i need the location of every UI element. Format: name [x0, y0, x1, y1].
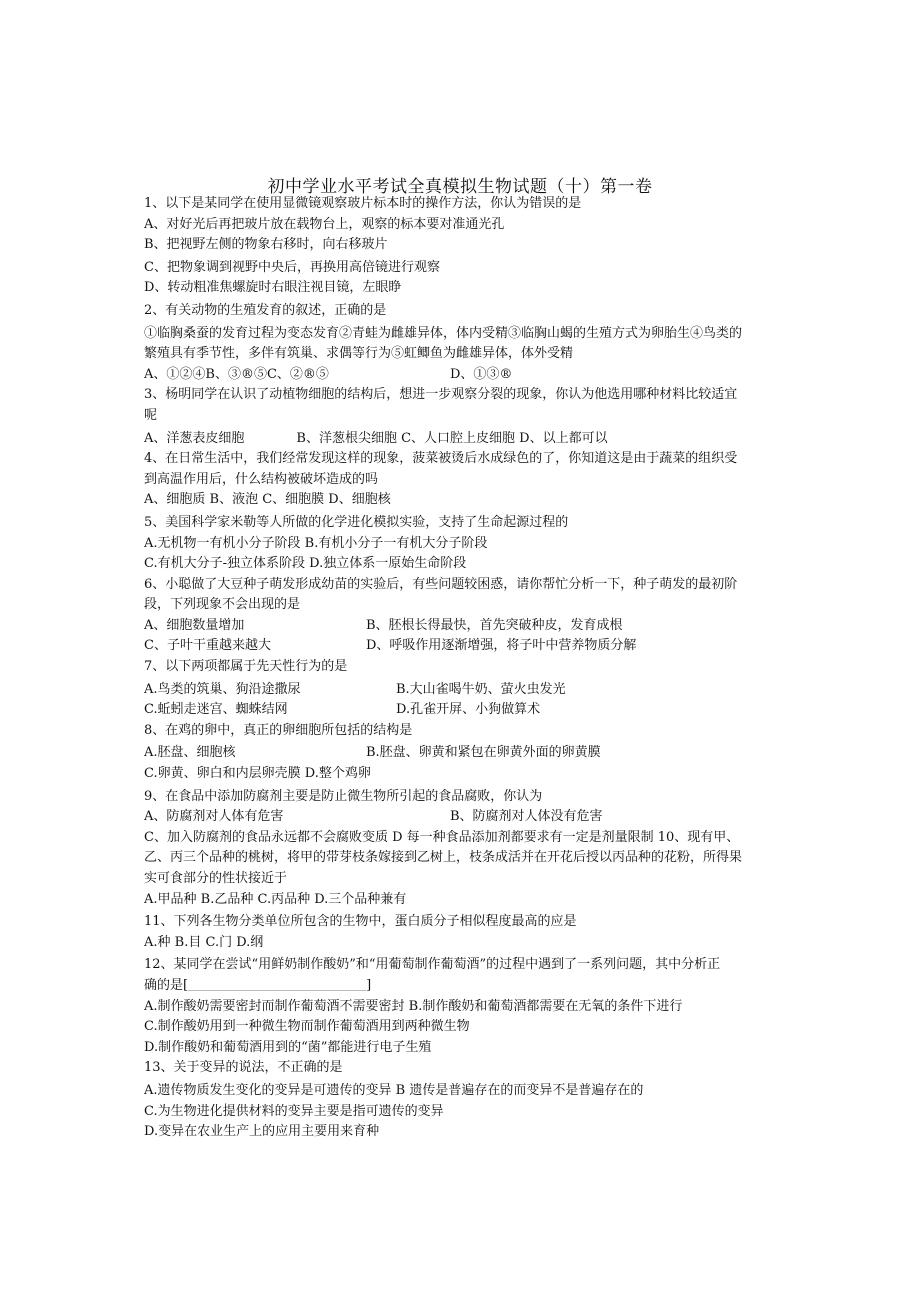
question-12-line-1: 12、某同学在尝试“用鲜奶制作酸奶”和“用葡萄制作葡萄酒”的过程中遇到了一系列问题，其中分析正: [144, 957, 721, 973]
question-12-line-2: [144, 976, 780, 997]
question-6-option-c: C、子叶干重越来越大: [144, 638, 271, 654]
question-2-options: [144, 365, 780, 386]
question-8-options-ab: [144, 743, 780, 764]
question-3-options: A、洋葱表皮细胞 B、洋葱根尖细胞 C、人口腔上皮细胞 D、以上都可以: [144, 430, 608, 446]
question-6-options-ab: [144, 616, 780, 637]
answer-blank: [188, 976, 366, 991]
question-4-options: A、细胞质 B、液泡 C、细胞膜 D、细胞核: [144, 492, 391, 508]
question-9: 9、在食品中添加防腐剂主要是防止微生物所引起的食品腐败，你认为: [144, 788, 543, 804]
question-9-option-b: B、防腐剂对人体没有危害: [450, 809, 603, 825]
question-1-option-a: A、对好光后再把玻片放在载物台上，观察的标本要对准通光孔: [144, 216, 505, 232]
question-3-line-2: 呢: [144, 407, 158, 423]
question-12-options-ab: A.制作酸奶需要密封而制作葡萄酒不需要密封 B.制作酸奶和葡萄酒都需要在无氧的条件下进行: [144, 998, 683, 1014]
question-11-options: A.种 B.目 C.门 D.纲: [144, 934, 264, 950]
question-list: [144, 194, 780, 1143]
question-7-option-d: D.孔雀开屏、小狗做算术: [396, 702, 541, 718]
question-6-option-a: A、细胞数量增加: [144, 617, 245, 633]
question-6-line-1: 6、小聪做了大豆种子萌发形成幼苗的实验后，有些问题较困惑，请你帮忙分析一下，种子萌发的最初阶: [144, 576, 738, 592]
question-4-line-1: 4、在日常生活中，我们经常发现这样的现象，菠菜被烫后水成绿色的了，你知道这是由于蔬菜的组织受: [144, 451, 738, 467]
question-7-option-b: B.大山雀喝牛奶、萤火虫发光: [396, 681, 566, 697]
question-13-options-ab: A.遗传物质发生变化的变异是可遗传的变异 B 遗传是普遍存在的而变异不是普遍存在的: [144, 1082, 644, 1098]
question-12-option-d: D.制作酸奶和葡萄酒用到的“菌”都能进行电子生殖: [144, 1039, 432, 1055]
question-7-option-a: A.鸟类的筑巢、狗沿途撒尿: [144, 681, 301, 697]
question-8: 8、在鸡的卵中，真正的卵细胞所包括的结构是: [144, 722, 413, 738]
question-6-option-d: D、呼吸作用逐渐增强，将子叶中营养物质分解: [366, 638, 637, 654]
question-9-options-ab: [144, 807, 780, 828]
question-7: 7、以下两项都属于先天性行为的是: [144, 659, 348, 675]
question-2-options-abc: A、①②④B、③®⑤C、②®⑤: [144, 366, 329, 382]
question-2-statements-line-2: 繁殖具有季节性，多伴有筑巢、求偶等行为⑤虹鲫鱼为雌雄异体，体外受精: [144, 346, 574, 362]
question-10-line-3: 实可食部分的性状接近于: [144, 871, 288, 886]
question-9-cd-question-10-start: C、加入防腐剂的食品永远都不会腐败变质 D 每一种食品添加剂都要求有一定是剂量限制 10、现有甲、: [144, 829, 740, 845]
question-7-options-ab: [144, 680, 780, 701]
question-7-option-c: C.蚯蚓走迷宫、蜘蛛结网: [144, 702, 288, 718]
question-1: 1、以下是某同学在使用显微镜观察玻片标本时的操作方法，你认为错误的是: [144, 196, 582, 211]
exam-title: 初中学业水平考试全真模拟生物试题（十）第一卷: [267, 177, 653, 197]
question-12-option-c: C.制作酸奶用到一种微生物而制作葡萄酒用到两种微生物: [144, 1019, 470, 1035]
question-8-option-b: B.胚盘、卵黄和紧包在卵黄外面的卵黄膜: [366, 745, 601, 761]
question-12-bracket-close: ]: [366, 977, 372, 993]
question-1-option-d: D、转动粗准焦螺旋时右眼注视目镜，左眼睁: [144, 280, 402, 296]
question-13-option-d: D.变异在农业生产上的应用主要用来育种: [144, 1124, 380, 1140]
question-6-option-b: B、胚根长得最快，首先突破种皮，发育成根: [366, 617, 623, 633]
question-2-option-d: D、①③®: [450, 366, 513, 382]
question-9-option-a: A、防腐剂对人体有危害: [144, 809, 284, 825]
question-5: 5、美国科学家米勒等人所做的化学进化模拟实验，支持了生命起源过程的: [144, 514, 569, 530]
question-10-options: A.甲品种 B.乙品种 C.丙品种 D.三个品种兼有: [144, 891, 407, 907]
question-12-prompt: 确的是[: [144, 977, 189, 993]
question-13-option-c: C.为生物进化提供材料的变异主要是指可遗传的变异: [144, 1103, 444, 1119]
question-4-line-2: 到高温作用后，什么结构被破坏造成的吗: [144, 471, 379, 487]
question-2: 2、有关动物的生殖发育的叙述，正确的是: [144, 302, 387, 318]
question-6-options-cd: [144, 636, 780, 657]
question-7-options-cd: [144, 700, 780, 721]
question-5-options-ab: A.无机物一有机小分子阶段 B.有机小分子一有机大分子阶段: [144, 535, 488, 551]
question-5-options-cd: C.有机大分子-独立体系阶段 D.独立体系一原始生命阶段: [144, 556, 467, 572]
question-8-option-a: A.胚盘、细胞核: [144, 745, 236, 761]
question-1-option-b: B、把视野左侧的物象右移时，向右移玻片: [144, 237, 388, 253]
question-8-options-cd: C.卵黄、卵白和内层卵壳膜 D.整个鸡卵: [144, 766, 371, 782]
question-13: 13、关于变异的说法，不正确的是: [144, 1060, 343, 1076]
question-1-option-c: C、把物象调到视野中央后，再换用高倍镜进行观察: [144, 259, 440, 275]
question-6-line-2: 段，下列现象不会出现的是: [144, 597, 301, 613]
question-3-line-1: 3、杨明同学在认识了动植物细胞的结构后，想进一步观察分裂的现象，你认为他选用哪种材料比较适宜: [144, 387, 738, 403]
question-11: 11、下列各生物分类单位所包含的生物中，蛋白质分子相似程度最高的应是: [144, 914, 577, 930]
question-2-statements-line-1: ①临胸桑蚕的发育过程为变态发育②青蛙为雌雄异体，体内受精③临胸山蝎的生殖方式为卵胎生④鸟类的: [144, 325, 743, 341]
question-10-line-2: 乙、丙三个品种的桃树，将甲的带芽枝条嫁接到乙树上，枝条成活并在开花后授以丙品种的花粉，所得果: [144, 850, 743, 866]
